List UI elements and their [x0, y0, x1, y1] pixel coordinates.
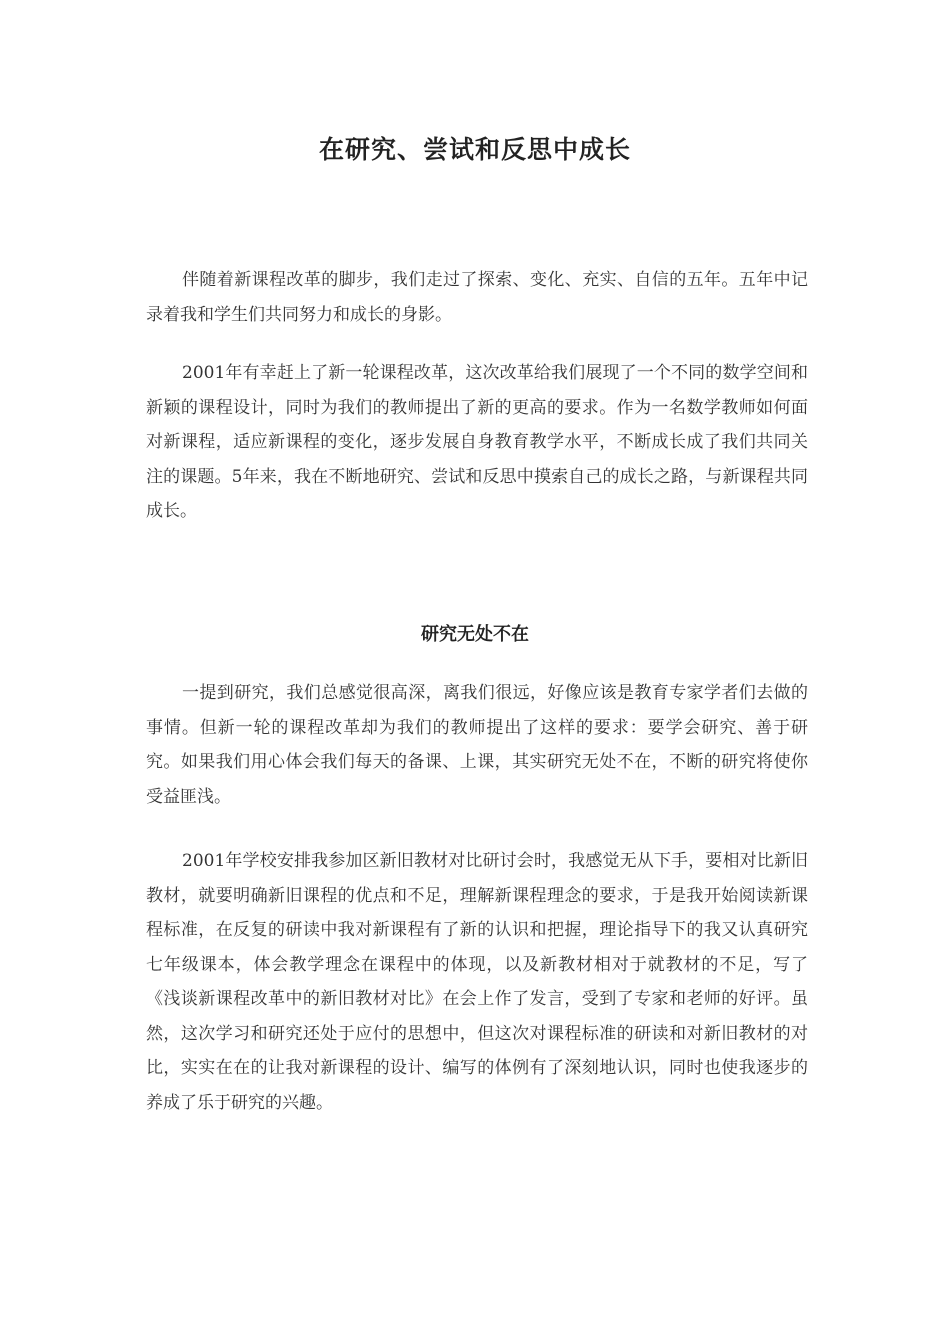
section-paragraph-1: 一提到研究，我们总感觉很高深，离我们很远，好像应该是教育专家学者们去做的事情。但新一轮的课程改革却为我们的教师提出了这样的要求：要学会研究、善于研究。如果我们用心体会我们每天的备课、上课，其实研究无处不在，不断的研究将使你受益匪浅。 — [146, 683, 808, 807]
section-paragraph-2: 2001年学校安排我参加区新旧教材对比研讨会时，我感觉无从下手，要相对比新旧教材，就要明确新旧课程的优点和不足，理解新课程理念的要求，于是我开始阅读新课程标准，在反复的研读中我对新课程有了新的认识和把握，理论指导下的我又认真研究七年级课本，体会教学理念在课程中的体现，以及新教材相对于就教材的不足，写了《浅谈新课程改革中的新旧教材对比》在会上作了发言，受到了专家和老师的好评。虽然，这次学习和研究还处于应付的思想中，但这次对课程标准的研读和对新旧教材的对比，实实在在的让我对新课程的设计、编写的体例有了深刻地认识，同时也使我逐步的养成了乐于研究的兴趣。 — [146, 851, 808, 1113]
document-title: 在研究、尝试和反思中成长 — [318, 135, 631, 164]
intro-paragraph-1: 伴随着新课程改革的脚步，我们走过了探索、变化、充实、自信的五年。五年中记录着我和学生们共同努力和成长的身影。 — [146, 270, 808, 325]
section-heading: 研究无处不在 — [421, 624, 529, 645]
intro-paragraph-2: 2001年有幸赶上了新一轮课程改革，这次改革给我们展现了一个不同的数学空间和新颖的课程设计，同时为我们的教师提出了新的更高的要求。作为一名数学教师如何面对新课程，适应新课程的变化，逐步发展自身教育教学水平，不断成长成了我们共同关注的课题。5年来，我在不断地研究、尝试和反思中摸索自己的成长之路，与新课程共同成长。 — [146, 363, 808, 521]
